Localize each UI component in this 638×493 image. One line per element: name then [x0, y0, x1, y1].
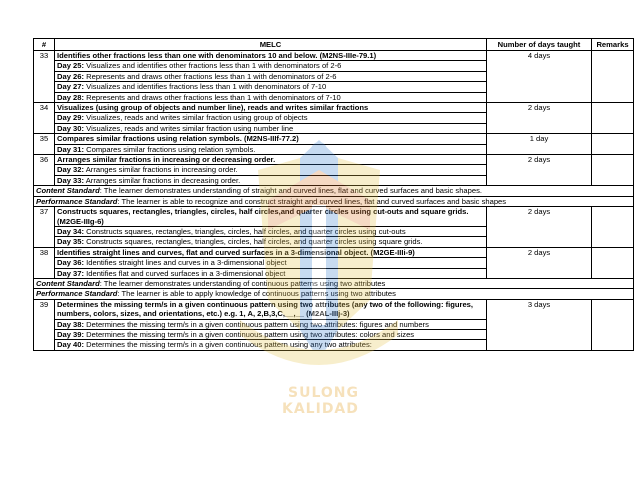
table-row — [34, 289, 634, 299]
day-text: Visualizes, reads and writes similar fraction using number line — [84, 123, 294, 133]
table-row — [34, 299, 634, 319]
day-entry — [55, 71, 487, 81]
day-label: Day 38: — [57, 319, 85, 329]
row-number: 37 — [34, 207, 55, 248]
day-text: Constructs squares, rectangles, triangles, circles, half circles, and quarter circles using cut-outs — [84, 226, 406, 236]
day-text: Visualizes, reads and writes similar fraction using group of objects — [84, 113, 308, 123]
day-entry — [55, 175, 487, 185]
header-melc: MELC — [55, 39, 487, 51]
day-entry — [55, 61, 487, 71]
performance-standard — [34, 196, 634, 206]
remarks-cell — [592, 51, 634, 103]
header-days: Number of days taught — [487, 39, 592, 51]
melc-title: Identifies other fractions less than one with denominators 10 and below. (M2NS-IIIe-79.1) — [55, 51, 487, 61]
table-row — [34, 155, 634, 165]
remarks-cell — [592, 134, 634, 155]
day-entry — [55, 237, 487, 247]
day-label: Day 31: — [57, 144, 85, 154]
day-entry — [55, 226, 487, 236]
day-text: Constructs squares, rectangles, triangles, circles, half circles, and quarter circles using square grids. — [84, 237, 423, 247]
day-label: Day 26: — [57, 71, 85, 81]
melc-title: Constructs squares, rectangles, triangles, circles, half circles,and quarter circles using cut-outs and square grids. (M2GE-IIIg-6) — [55, 207, 487, 227]
header-num: # — [34, 39, 55, 51]
day-text: Determines the missing term/s in a given continuous pattern using two attributes: figures and numbers — [84, 319, 429, 329]
performance-standard — [34, 289, 634, 299]
row-number: 36 — [34, 155, 55, 186]
table-row — [34, 134, 634, 144]
row-number: 38 — [34, 247, 55, 278]
row-number: 35 — [34, 134, 55, 155]
row-number: 39 — [34, 299, 55, 350]
remarks-cell — [592, 155, 634, 186]
day-entry — [55, 92, 487, 102]
standard-text: : The learner demonstrates understanding of straight and curved lines, flat and curved surfaces and basic shapes. — [99, 186, 483, 196]
standard-text: : The learner demonstrates understanding of continuous patterns using two attributes — [99, 278, 386, 288]
day-entry — [55, 340, 487, 350]
days-taught: 2 days — [487, 103, 592, 134]
day-text: Visualizes and identifies other fractions less than 1 with denominators of 2-6 — [84, 61, 342, 71]
row-number: 34 — [34, 103, 55, 134]
day-text: Determines the missing term/s in a given continuous pattern using any two attributes: — [84, 340, 372, 350]
watermark-text-line1: SULONG — [288, 385, 359, 401]
days-taught: 3 days — [487, 299, 592, 350]
day-text: Visualizes and identifies fractions less than 1 with denominators of 7-10 — [84, 82, 327, 92]
melc-title: Arranges similar fractions in increasing or decreasing order. — [55, 155, 487, 165]
content-standard — [34, 278, 634, 288]
day-entry — [55, 258, 487, 268]
table-row — [34, 103, 634, 113]
day-text: Arranges similar fractions in decreasing order. — [84, 175, 241, 185]
day-entry — [55, 82, 487, 92]
days-taught: 2 days — [487, 155, 592, 186]
day-entry — [55, 113, 487, 123]
day-label: Day 37: — [57, 268, 85, 278]
day-label: Day 36: — [57, 258, 85, 268]
day-label: Day 29: — [57, 113, 85, 123]
day-label: Day 39: — [57, 329, 85, 339]
remarks-cell — [592, 207, 634, 248]
table-row — [34, 51, 634, 61]
day-label: Day 25: — [57, 61, 85, 71]
standard-label: Content Standard — [36, 278, 100, 288]
days-taught: 2 days — [487, 207, 592, 248]
days-taught: 2 days — [487, 247, 592, 278]
table-row — [34, 247, 634, 257]
melc-document — [33, 38, 629, 351]
day-label: Day 33: — [57, 175, 85, 185]
days-taught: 1 day — [487, 134, 592, 155]
day-label: Day 34: — [57, 226, 85, 236]
day-label: Day 28: — [57, 92, 85, 102]
day-entry — [55, 329, 487, 339]
table-header-row — [34, 39, 634, 51]
days-taught: 4 days — [487, 51, 592, 103]
day-label: Day 30: — [57, 123, 85, 133]
standard-text: : The learner is able to recognize and construct straight and curved lines, flat and curved surfaces and basic shapes — [117, 196, 507, 206]
melc-table — [33, 38, 634, 351]
standard-label: Content Standard — [36, 186, 100, 196]
day-text: Compares similar fractions using relation symbols. — [84, 144, 256, 154]
day-entry — [55, 268, 487, 278]
standard-label: Performance Standard — [36, 289, 118, 299]
standard-text: : The learner is able to apply knowledge of continuous patterns using two attributes — [117, 289, 396, 299]
table-row — [34, 207, 634, 227]
day-text: Determines the missing term/s in a given continuous pattern using two attributes: colors and sizes — [84, 329, 415, 339]
melc-title: Compares similar fractions using relation symbols. (M2NS-IIIf-77.2) — [55, 134, 487, 144]
day-entry — [55, 319, 487, 329]
day-text: Arranges similar fractions in increasing order. — [84, 165, 238, 175]
header-remarks: Remarks — [592, 39, 634, 51]
day-entry — [55, 123, 487, 133]
table-row — [34, 278, 634, 288]
remarks-cell — [592, 247, 634, 278]
content-standard — [34, 186, 634, 196]
table-row — [34, 186, 634, 196]
table-row — [34, 196, 634, 206]
remarks-cell — [592, 103, 634, 134]
day-label: Day 40: — [57, 340, 85, 350]
melc-title: Determines the missing term/s in a given continuous pattern using two attributes (any two of the following: figures, numbers, colors, sizes, and orientations, etc.) e.g. 1, A, 2,B,3,C,__,__ (M2AL-IIIj-3) — [55, 299, 487, 319]
day-entry — [55, 165, 487, 175]
watermark-text-line2: KALIDAD — [282, 401, 359, 417]
melc-title: Visualizes (using group of objects and number line), reads and writes similar fractions — [55, 103, 487, 113]
day-text: Identifies straight lines and curves in a 3-dimensional object — [84, 258, 287, 268]
day-label: Day 35: — [57, 237, 85, 247]
day-text: Represents and draws other fractions less than 1 with denominators of 2-6 — [84, 71, 337, 81]
row-number: 33 — [34, 51, 55, 103]
remarks-cell — [592, 299, 634, 350]
day-text: Represents and draws other fractions less than 1 with denominators of 7-10 — [84, 92, 341, 102]
day-label: Day 32: — [57, 165, 85, 175]
day-entry — [55, 144, 487, 154]
standard-label: Performance Standard — [36, 196, 118, 206]
day-text: Identifies flat and curved surfaces in a 3-dimensional object — [84, 268, 286, 278]
day-label: Day 27: — [57, 82, 85, 92]
melc-title: Identifies straight lines and curves, flat and curved surfaces in a 3-dimensional object. (M2GE-IIIi-9) — [55, 247, 487, 257]
